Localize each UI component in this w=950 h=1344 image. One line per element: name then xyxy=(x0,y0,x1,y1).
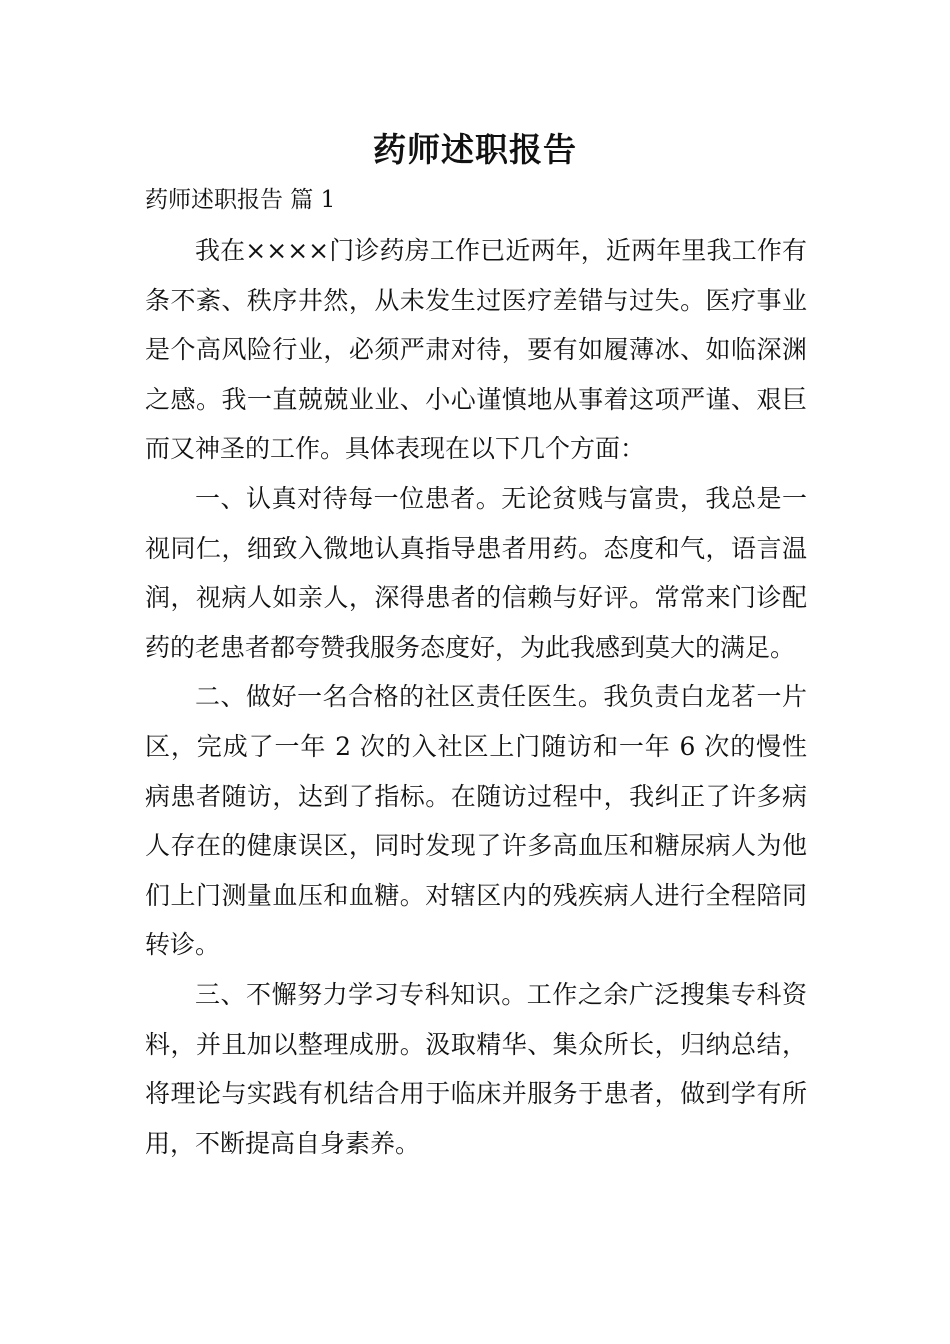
paragraph-point-two: 二、做好一名合格的社区责任医生。我负责白龙茗一片区，完成了一年 2 次的入社区上门随访和一年 6 次的慢性病患者随访，达到了指标。在随访过程中，我纠正了许多病人存在的健康误区，同时发现了许多高血压和糖尿病人为他们上门测量血压和血糖。对辖区内的残疾病人进行全程陪同转诊。 xyxy=(145,682,807,960)
document-subtitle: 药师述职报告 篇 1 xyxy=(145,187,336,213)
paragraph-intro: 我在××××门诊药房工作已近两年，近两年里我工作有条不紊、秩序井然，从未发生过医疗差错与过失。医疗事业是个高风险行业，必须严肃对待，要有如履薄冰、如临深渊之感。我一直兢兢业业、小心谨慎地从事着这项严谨、艰巨而又神圣的工作。具体表现在以下几个方面： xyxy=(145,236,807,464)
document-body xyxy=(145,226,807,1168)
paragraph-point-three: 三、不懈努力学习专科知识。工作之余广泛搜集专科资料，并且加以整理成册。汲取精华、集众所长，归纳总结，将理论与实践有机结合用于临床并服务于患者，做到学有所用，不断提高自身素养。 xyxy=(145,979,807,1158)
document-title: 药师述职报告 xyxy=(373,130,577,169)
paragraph-point-one: 一、认真对待每一位患者。无论贫贱与富贵，我总是一视同仁，细致入微地认真指导患者用药。态度和气，语言温润，视病人如亲人，深得患者的信赖与好评。常常来门诊配药的老患者都夸赞我服务态度好，为此我感到莫大的满足。 xyxy=(145,483,807,662)
